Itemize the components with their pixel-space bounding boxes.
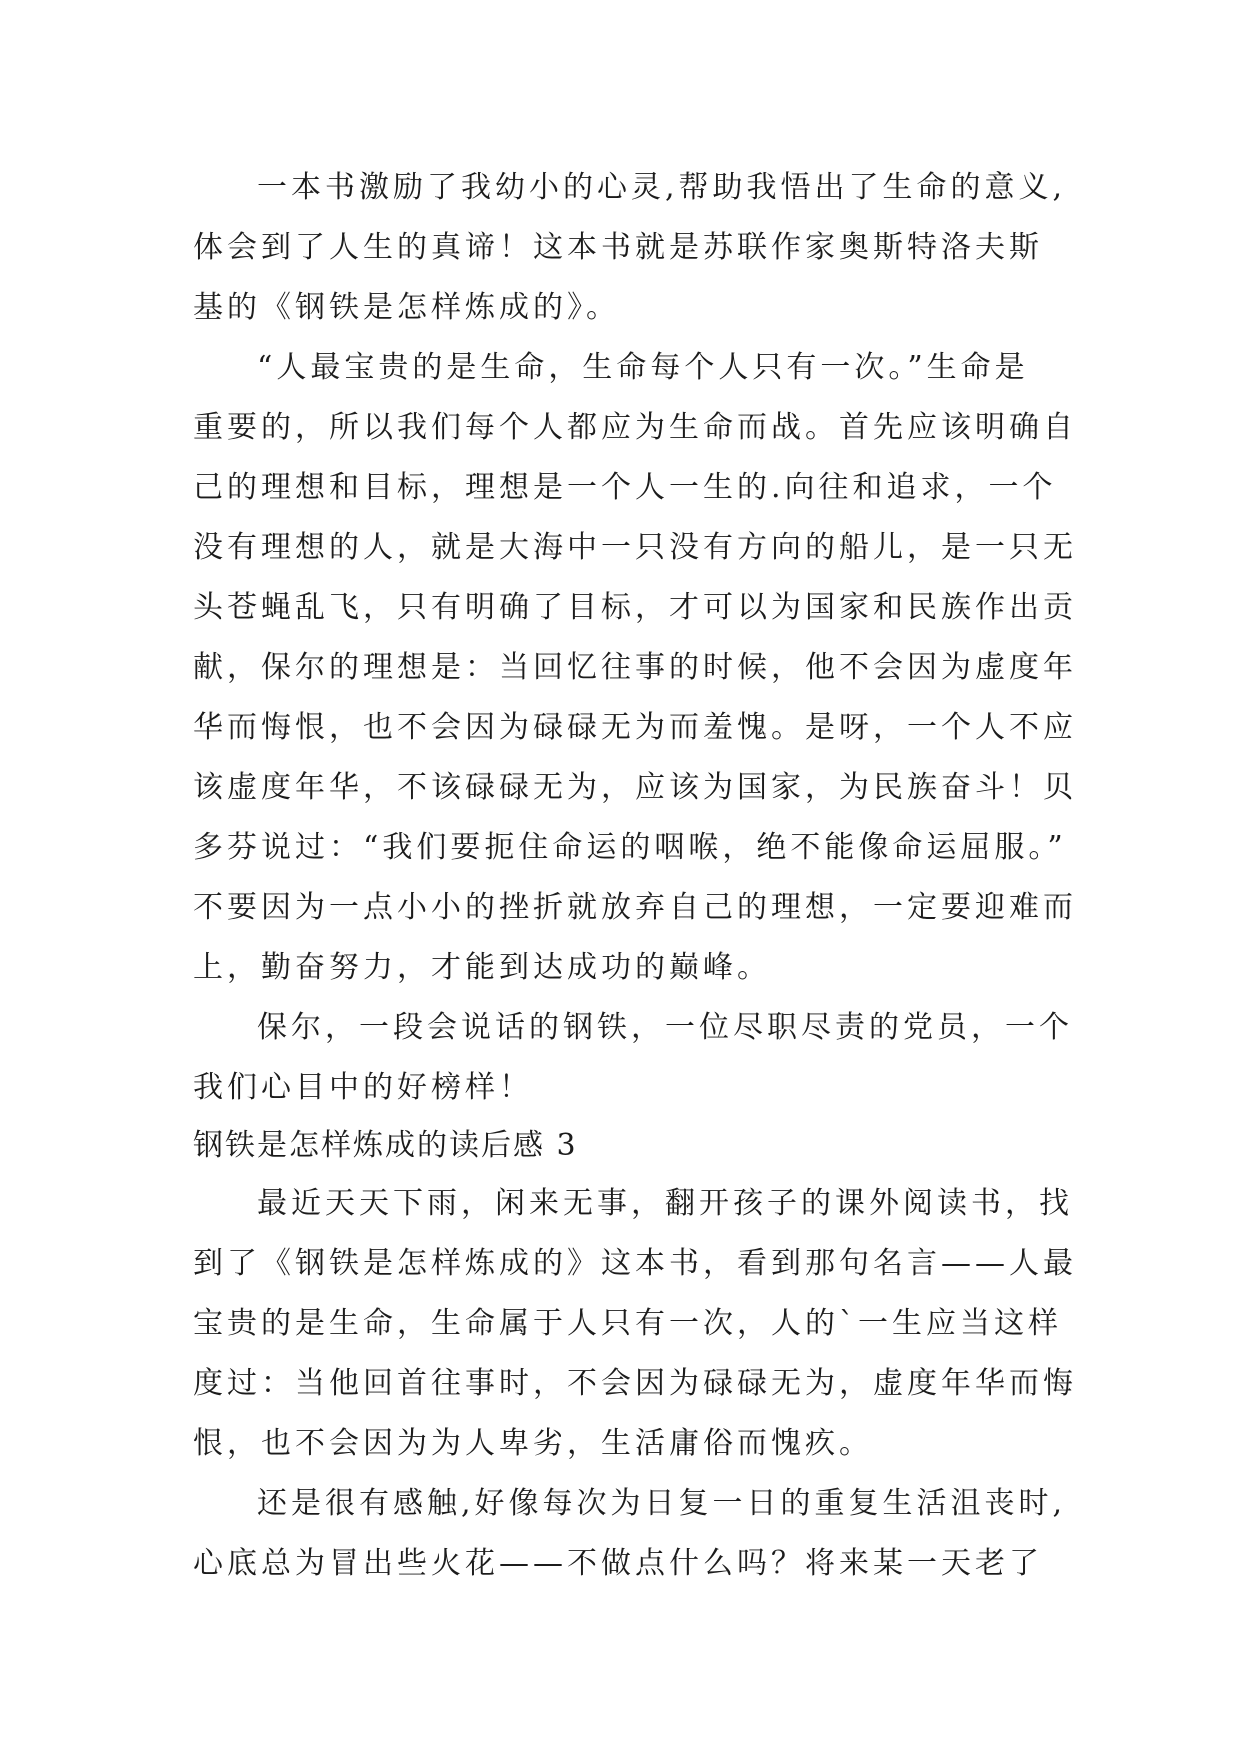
text-line: 基的《钢铁是怎样炼成的》。	[193, 290, 620, 325]
text-line: 没有理想的人，就是大海中一只没有方向的船儿，是一只无	[193, 530, 1077, 565]
section-heading: 钢铁是怎样炼成的读后感 3	[193, 1128, 578, 1163]
text-line: 多芬说过：“我们要扼住命运的咽喉，绝不能像命运屈服。”	[193, 830, 1067, 865]
paragraph-2	[193, 338, 1077, 998]
paragraph-4	[193, 1174, 1077, 1474]
paragraph-5	[193, 1474, 1067, 1594]
text-line: 不要因为一点小小的挫折就放弃自己的理想，一定要迎难而	[193, 890, 1077, 925]
text-line: 最近天天下雨，闲来无事，翻开孩子的课外阅读书，找	[257, 1186, 1073, 1221]
text-line: 献，保尔的理想是：当回忆往事的时候，他不会因为虚度年	[193, 650, 1077, 685]
text-line: 头苍蝇乱飞，只有明确了目标，才可以为国家和民族作出贡	[193, 590, 1077, 625]
text-line: 该虚度年华，不该碌碌无为，应该为国家，为民族奋斗！贝	[193, 770, 1077, 805]
text-line: 恨，也不会因为为人卑劣，生活庸俗而愧疚。	[193, 1426, 873, 1461]
text-line: 华而悔恨，也不会因为碌碌无为而羞愧。是呀，一个人不应	[193, 710, 1077, 745]
text-line: 心底总为冒出些火花——不做点什么吗？将来某一天老了	[193, 1546, 1043, 1581]
text-line: 上，勤奋努力，才能到达成功的巅峰。	[193, 950, 771, 985]
text-line: 度过：当他回首往事时，不会因为碌碌无为，虚度年华而悔	[193, 1366, 1077, 1401]
text-line: 己的理想和目标，理想是一个人一生的.向往和追求，一个	[193, 470, 1057, 505]
text-line: 还是很有感触,好像每次为日复一日的重复生活沮丧时,	[257, 1486, 1067, 1521]
text-line: 保尔，一段会说话的钢铁，一位尽职尽责的党员，一个	[257, 1010, 1073, 1045]
text-line: 我们心目中的好榜样！	[193, 1070, 533, 1105]
text-line: “人最宝贵的是生命，生命每个人只有一次。”生命是	[257, 350, 1029, 385]
document-body	[193, 158, 1077, 1594]
text-line: 体会到了人生的真谛！这本书就是苏联作家奥斯特洛夫斯	[193, 230, 1043, 265]
text-line: 到了《钢铁是怎样炼成的》这本书，看到那句名言——人最	[193, 1246, 1077, 1281]
text-line: 一本书激励了我幼小的心灵,帮助我悟出了生命的意义,	[257, 170, 1067, 205]
paragraph-1	[193, 158, 1067, 338]
text-line: 重要的，所以我们每个人都应为生命而战。首先应该明确自	[193, 410, 1077, 445]
text-line: 宝贵的是生命，生命属于人只有一次，人的`一生应当这样	[193, 1306, 1062, 1341]
paragraph-3	[193, 998, 1073, 1118]
